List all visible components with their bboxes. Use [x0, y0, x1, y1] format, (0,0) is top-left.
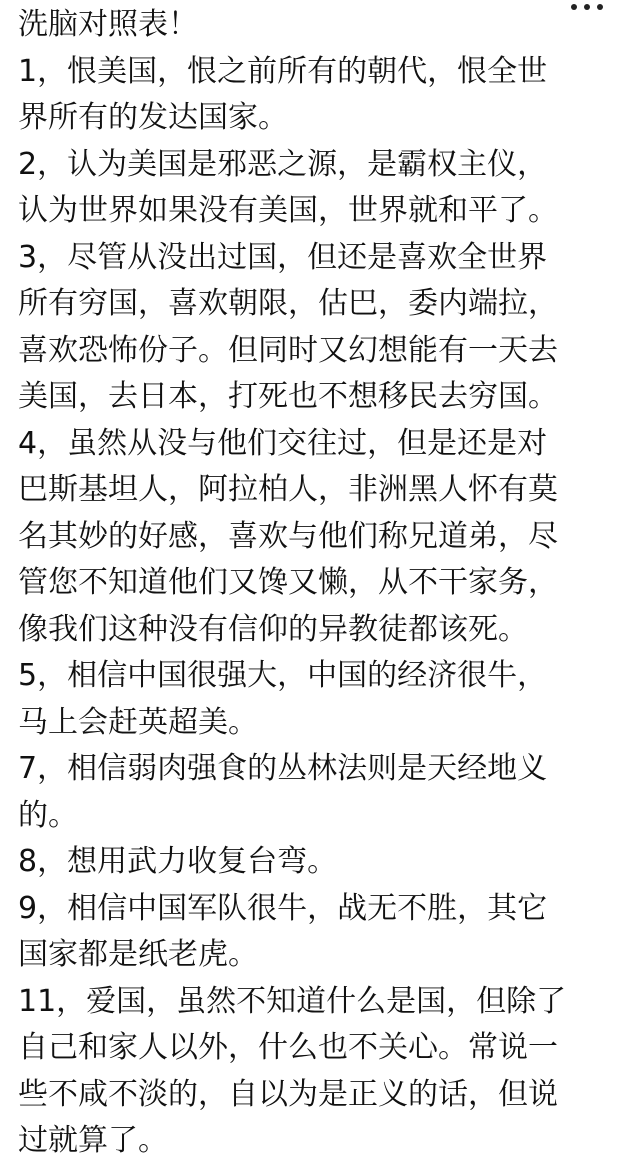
- post-line: 界所有的发达国家。: [18, 100, 288, 135]
- post-line: 所有穷国，喜欢朝限，估巴，委内端拉，: [18, 286, 558, 321]
- post-line: 过就算了。: [18, 1123, 168, 1158]
- post-text-body: [18, 2, 618, 1165]
- post-line: 7，相信弱肉强食的丛林法则是天经地义: [18, 751, 548, 786]
- post-line: 像我们这种没有信仰的异教徒都该死。: [18, 611, 528, 647]
- post-line: 2，认为美国是邪恶之源，是霸权主仪，: [18, 146, 548, 182]
- post-line: 名其妙的好感，喜欢与他们称兄道弟，尽: [18, 518, 558, 554]
- post-line: 3，尽管从没出过国，但还是喜欢全世界: [18, 239, 548, 275]
- post-line: 巴斯基坦人，阿拉柏人，非洲黑人怀有莫: [18, 472, 558, 507]
- post-line: 1，恨美国，恨之前所有的朝代，恨全世: [18, 53, 548, 89]
- post-line: 4，虽然从没与他们交往过，但是还是对: [18, 425, 548, 461]
- post-title: 洗脑对照表！: [18, 7, 198, 42]
- post-line: 些不咸不淡的，自以为是正义的话，但说: [18, 1076, 558, 1112]
- post-line: 认为世界如果没有美国，世界就和平了。: [18, 193, 558, 228]
- post-line: 9，相信中国军队很牛，战无不胜，其它: [18, 890, 548, 926]
- post-line: 的。: [18, 797, 78, 833]
- post-line: 马上会赶英超美。: [18, 704, 258, 740]
- post-line: 喜欢恐怖份子。但同时又幻想能有一天去: [18, 332, 558, 368]
- post-line: 自己和家人以外，什么也不关心。常说一: [18, 1030, 558, 1065]
- post-line: 8，想用武力收复台弯。: [18, 844, 338, 879]
- post-line: 美国，去日本，打死也不想移民去穷国。: [18, 379, 558, 414]
- post-line: 5，相信中国很强大，中国的经济很牛，: [18, 658, 548, 693]
- post-line: 管您不知道他们又馋又懒，从不干家务，: [18, 565, 558, 600]
- post-line: 国家都是纸老虎。: [18, 937, 258, 972]
- post-line: 11，爱国，虽然不知道什么是国，但除了: [18, 983, 567, 1019]
